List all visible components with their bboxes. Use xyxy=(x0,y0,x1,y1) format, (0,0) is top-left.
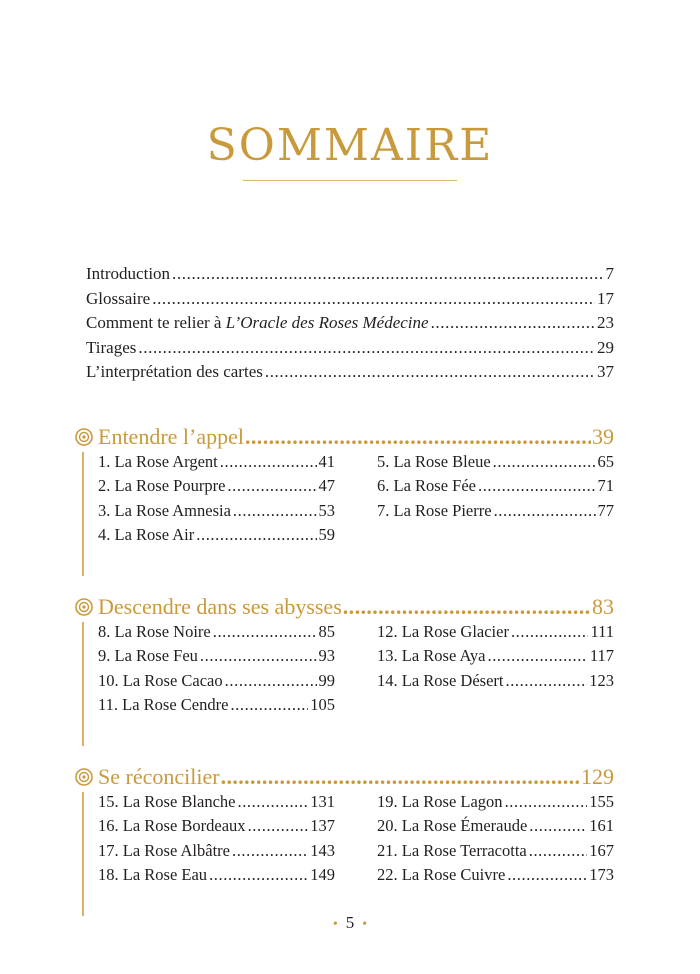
entry-label: 3. La Rose Amnesia xyxy=(98,500,231,520)
entry-label: 6. La Rose Fée xyxy=(377,476,476,496)
toc-entry[interactable] xyxy=(98,669,335,693)
section-descendre-dans-ses-abysses xyxy=(74,594,614,714)
section-title: Descendre dans ses abysses xyxy=(98,594,342,619)
entry-page: 85 xyxy=(318,622,335,641)
section-entendre-lappel xyxy=(74,424,614,544)
section-se-reconcilier xyxy=(74,764,614,884)
entry-page: 17 xyxy=(597,288,614,308)
entries-left xyxy=(98,790,335,887)
toc-entry[interactable] xyxy=(377,863,614,887)
dot-leader xyxy=(493,450,596,474)
entry-page: 173 xyxy=(589,864,614,884)
entry-label: 14. La Rose Désert xyxy=(377,670,504,690)
dot-leader xyxy=(220,450,317,474)
section-heading[interactable] xyxy=(74,764,614,790)
entries-right xyxy=(377,790,614,887)
section-page: 83 xyxy=(592,594,614,619)
section-title: Entendre l’appel xyxy=(98,424,244,449)
toc-entry[interactable] xyxy=(98,474,335,498)
toc-entry[interactable] xyxy=(377,450,614,474)
toc-entry[interactable] xyxy=(377,620,614,644)
entry-page: 117 xyxy=(589,646,614,666)
entry-label: L’interprétation des cartes xyxy=(86,362,263,381)
dot-leader xyxy=(138,336,595,361)
entry-page: 77 xyxy=(597,500,614,520)
entries-columns xyxy=(98,450,614,547)
entry-page: 167 xyxy=(589,840,614,860)
dot-leader xyxy=(230,693,308,717)
toc-entry[interactable] xyxy=(377,474,614,498)
entry-label: Comment te relier à L’Oracle des Roses Médecine xyxy=(86,313,429,332)
entry-label: 8. La Rose Noire xyxy=(98,622,211,641)
dot-leader xyxy=(494,499,596,523)
intro-entry[interactable] xyxy=(86,262,614,287)
entry-page: 99 xyxy=(318,670,335,690)
toc-entry[interactable] xyxy=(377,499,614,523)
bullet-icon: • xyxy=(332,917,338,932)
entry-label: 5. La Rose Bleue xyxy=(377,452,491,471)
entry-page: 37 xyxy=(597,362,614,381)
entry-page: 143 xyxy=(310,840,335,860)
entry-label: 1. La Rose Argent xyxy=(98,452,218,471)
dot-leader xyxy=(225,669,317,693)
dot-leader xyxy=(209,863,308,887)
entry-label: Glossaire xyxy=(86,288,151,308)
section-heading[interactable] xyxy=(74,594,614,620)
entry-page: 65 xyxy=(597,452,614,471)
page-number: 5 xyxy=(345,913,355,932)
dot-leader xyxy=(505,669,587,693)
stem-line xyxy=(82,622,84,746)
section-page: 129 xyxy=(581,764,614,789)
toc-entry[interactable] xyxy=(98,693,335,717)
entry-page: 71 xyxy=(597,476,614,496)
dot-leader xyxy=(529,839,588,863)
toc-entry[interactable] xyxy=(377,644,614,668)
intro-entry[interactable] xyxy=(86,311,614,336)
toc-entry[interactable] xyxy=(377,814,614,838)
dot-leader xyxy=(196,523,316,547)
dot-leader xyxy=(511,620,589,644)
entry-page: 155 xyxy=(589,792,614,811)
dot-leader xyxy=(152,287,595,312)
dot-leader xyxy=(227,474,316,498)
toc-entry[interactable] xyxy=(98,499,335,523)
entry-label: 16. La Rose Bordeaux xyxy=(98,816,246,836)
section-heading[interactable] xyxy=(74,424,614,450)
stem-line xyxy=(82,792,84,916)
toc-entry[interactable] xyxy=(98,644,335,668)
bullet-icon: • xyxy=(362,917,368,932)
entries-right xyxy=(377,620,614,717)
entry-label: Tirages xyxy=(86,337,137,357)
dot-leader xyxy=(478,474,596,498)
dot-leader xyxy=(431,311,595,336)
entry-page: 47 xyxy=(318,476,335,496)
toc-entry[interactable] xyxy=(98,523,335,547)
dot-leader xyxy=(237,790,308,814)
entry-page: 7 xyxy=(605,264,614,283)
toc-entry[interactable] xyxy=(98,863,335,887)
toc-entry[interactable] xyxy=(98,790,335,814)
entry-label: 4. La Rose Air xyxy=(98,524,195,544)
entry-label: 10. La Rose Cacao xyxy=(98,670,223,690)
entries-right xyxy=(377,450,614,547)
page-title: SOMMAIRE xyxy=(206,120,494,171)
dot-leader xyxy=(507,863,587,887)
entries-left xyxy=(98,620,335,717)
entry-label: 22. La Rose Cuivre xyxy=(377,864,506,884)
rose-icon xyxy=(74,767,94,787)
intro-entry[interactable] xyxy=(86,287,614,312)
entry-label: 17. La Rose Albâtre xyxy=(98,840,230,860)
dot-leader xyxy=(213,620,317,644)
intro-list xyxy=(86,262,614,385)
section-page: 39 xyxy=(592,424,614,449)
dot-leader xyxy=(233,499,317,523)
entry-label: 2. La Rose Pourpre xyxy=(98,476,226,496)
entry-label: 15. La Rose Blanche xyxy=(98,792,236,811)
entry-label: 18. La Rose Eau xyxy=(98,864,208,884)
entry-page: 41 xyxy=(318,452,335,471)
entry-page: 131 xyxy=(310,792,335,811)
stem-line xyxy=(82,452,84,576)
dot-leader xyxy=(200,644,317,668)
entries-columns xyxy=(98,620,614,717)
entry-page: 29 xyxy=(597,337,614,357)
entry-page: 93 xyxy=(318,646,335,666)
section-title: Se réconcilier xyxy=(98,764,220,789)
toc-entry[interactable] xyxy=(377,790,614,814)
entry-page: 123 xyxy=(589,670,614,690)
dot-leader xyxy=(343,594,591,620)
entry-label: 20. La Rose Émeraude xyxy=(377,816,528,836)
entries-columns xyxy=(98,790,614,887)
entry-page: 23 xyxy=(597,313,614,332)
entry-page: 105 xyxy=(310,694,335,714)
entry-label: 12. La Rose Glacier xyxy=(377,622,509,641)
dot-leader xyxy=(245,424,591,450)
dot-leader xyxy=(232,839,308,863)
entry-page: 149 xyxy=(310,864,335,884)
page-number-footer xyxy=(0,913,700,933)
entry-label: 21. La Rose Terracotta xyxy=(377,840,527,860)
toc-entry[interactable] xyxy=(377,839,614,863)
entry-label: 11. La Rose Cendre xyxy=(98,694,229,714)
entries-left xyxy=(98,450,335,547)
toc-entry[interactable] xyxy=(98,814,335,838)
title-divider xyxy=(243,180,457,181)
toc-entry[interactable] xyxy=(98,450,335,474)
dot-leader xyxy=(248,814,309,838)
dot-leader xyxy=(529,814,587,838)
dot-leader xyxy=(221,764,580,790)
entry-page: 137 xyxy=(310,816,335,836)
entry-label: 9. La Rose Feu xyxy=(98,646,198,666)
entry-page: 111 xyxy=(590,622,614,641)
toc-entry[interactable] xyxy=(98,839,335,863)
dot-leader xyxy=(172,262,603,287)
entry-label: 7. La Rose Pierre xyxy=(377,500,492,520)
dot-leader xyxy=(487,644,587,668)
dot-leader xyxy=(265,360,595,385)
toc-entry[interactable] xyxy=(98,620,335,644)
rose-icon xyxy=(74,597,94,617)
toc-entry[interactable] xyxy=(377,669,614,693)
entry-page: 59 xyxy=(318,524,335,544)
entry-page: 161 xyxy=(589,816,614,836)
entry-label: 13. La Rose Aya xyxy=(377,646,486,666)
intro-entry[interactable] xyxy=(86,336,614,361)
entry-label: Introduction xyxy=(86,264,171,283)
rose-icon xyxy=(74,427,94,447)
entry-label: 19. La Rose Lagon xyxy=(377,792,503,811)
entry-page: 53 xyxy=(318,500,335,520)
dot-leader xyxy=(505,790,588,814)
intro-entry[interactable] xyxy=(86,360,614,385)
